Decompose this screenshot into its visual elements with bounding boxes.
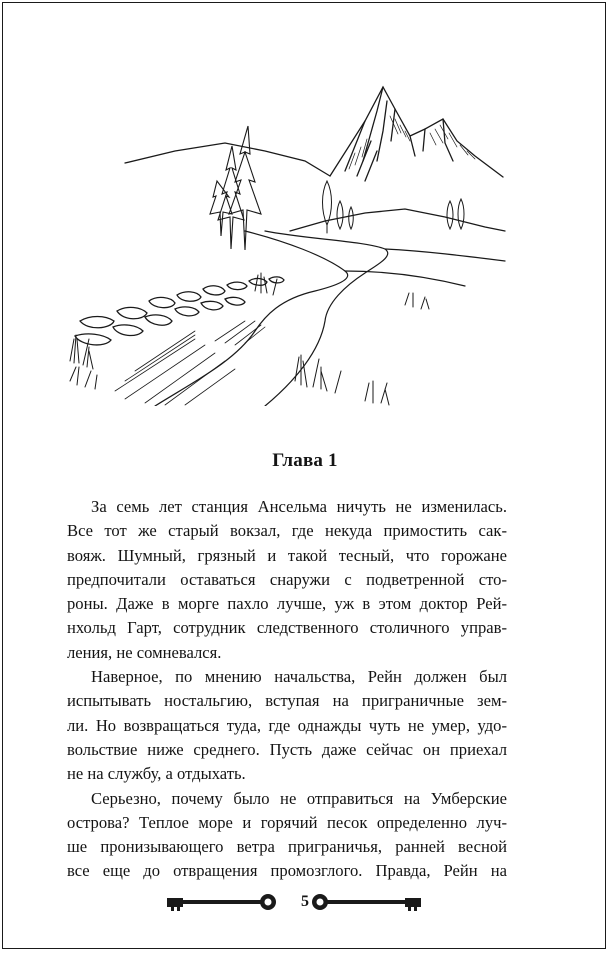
paragraph-3	[67, 787, 507, 884]
text-line: Серьезно, почему было не отправиться на Умберские	[91, 788, 507, 808]
page-footer	[3, 891, 607, 917]
text-line: предпочитали оставаться снаружи с подветренной сто-	[67, 569, 507, 589]
text-line: острова? Теплое море и горячий песок определенно луч-	[67, 812, 507, 832]
text-line: ше пронизывающего ветра приграничья, ранней весной	[67, 837, 507, 857]
mountain-landscape-illustration	[65, 81, 513, 406]
text-line: нхольд Гарт, сотрудник следственного столичного управ-	[67, 618, 507, 638]
road-hatching	[115, 321, 265, 405]
text-line: все еще до отвращения промозглого. Правда, Рейн на	[67, 861, 507, 881]
book-page	[2, 2, 606, 949]
page-number: 5	[301, 893, 309, 910]
text-line: не на службу, а отдыхать.	[67, 764, 246, 784]
cypress-trees-right	[323, 181, 465, 233]
chapter-title: Глава 1	[272, 450, 338, 471]
text-line: Все тот же старый вокзал, где некуда примостить сак-	[67, 521, 507, 541]
text-line: роны. Даже в морге пахло лучше, уж в этом доктор Рей-	[67, 594, 507, 614]
key-ornament-icon	[167, 891, 279, 915]
text-line: вольствие ниже среднего. Пусть даже сейчас он приехал	[67, 739, 507, 759]
text-line: Наверное, по мнению начальства, Рейн должен был	[91, 667, 507, 687]
text-line: За семь лет станция Ансельма ничуть не изменилась.	[91, 497, 507, 516]
text-line: вояж. Шумный, грязный и такой тесный, что горожане	[67, 545, 507, 565]
paragraph-2	[67, 665, 507, 786]
key-ornament-icon	[309, 891, 421, 915]
winding-road	[155, 231, 505, 406]
paragraph-1	[67, 495, 507, 665]
text-line: ли. Но возвращаться туда, где однажды чуть не умер, удо-	[67, 715, 507, 735]
text-line: ления, не сомневался.	[67, 642, 222, 662]
body-text	[67, 495, 507, 884]
mountain-range	[125, 87, 505, 231]
text-line: испытывать ностальгию, вступая на приграничные зем-	[67, 691, 507, 711]
